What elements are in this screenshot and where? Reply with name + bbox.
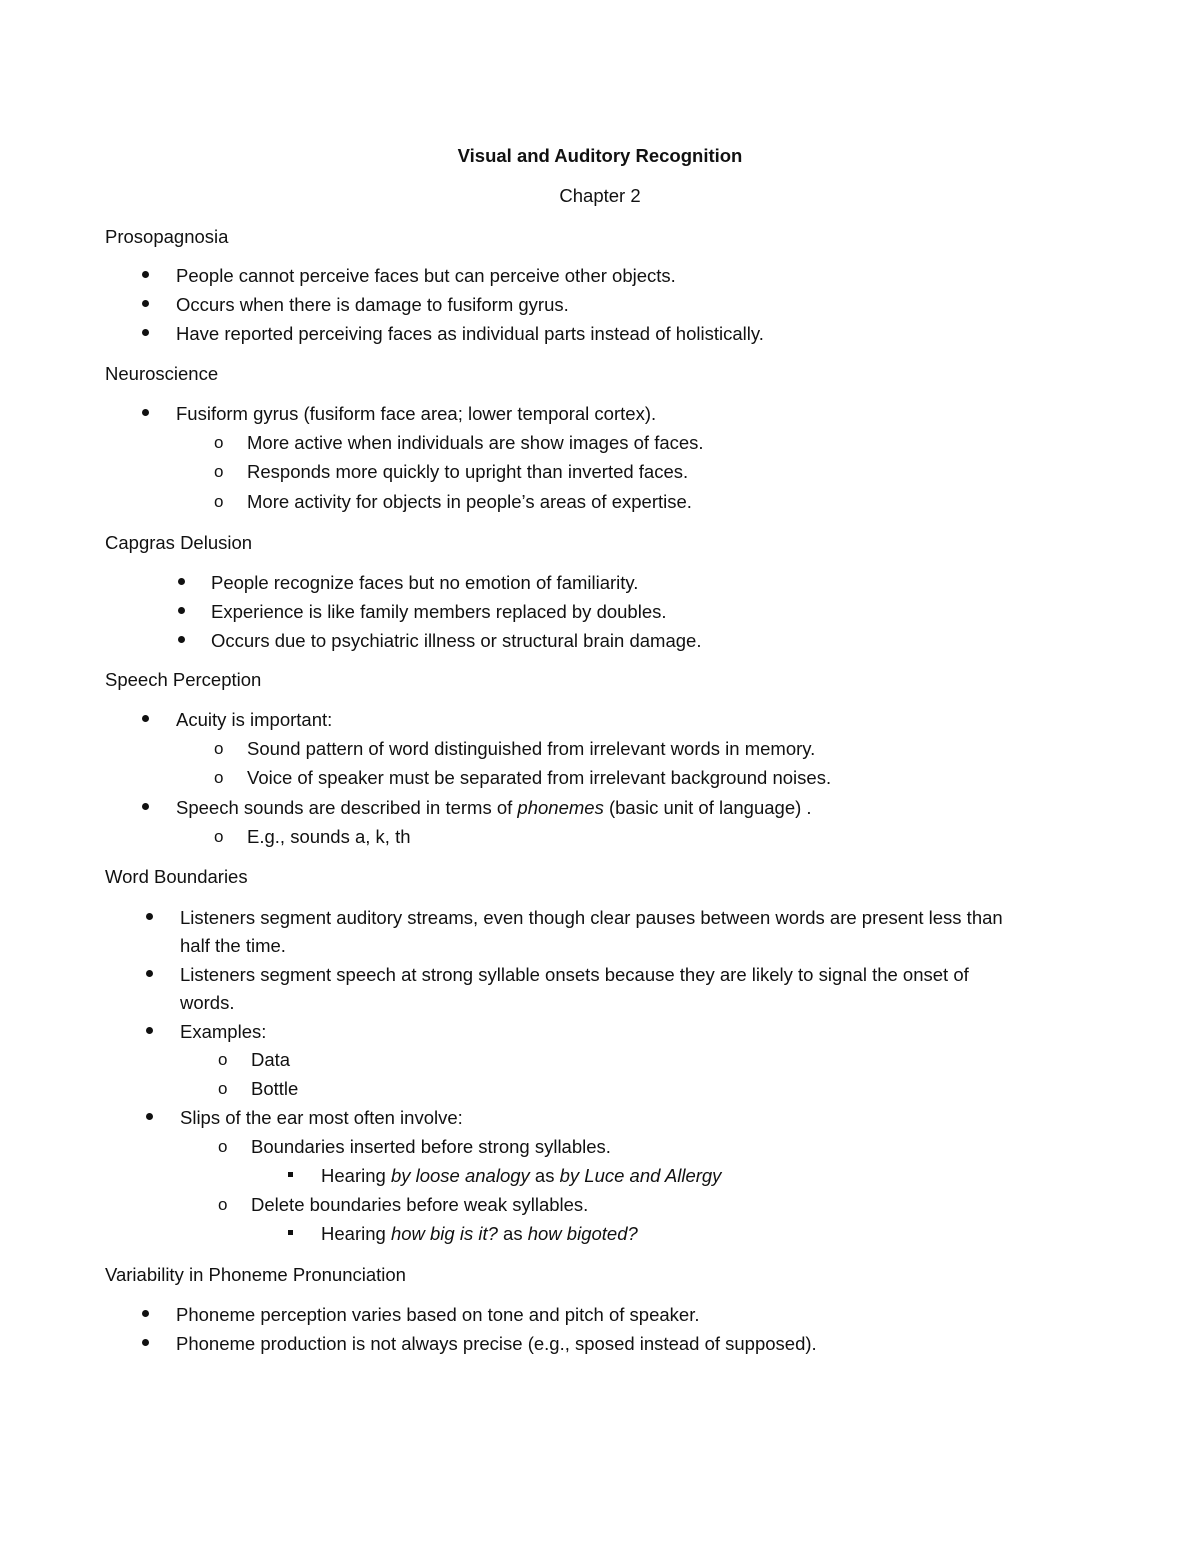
sub-list-item: Bottle xyxy=(251,1078,299,1099)
bullet-icon xyxy=(142,271,149,278)
section-heading: Word Boundaries xyxy=(105,866,248,887)
emphasis-text: by Luce and Allergy xyxy=(559,1165,722,1186)
sub-list-item: Responds more quickly to upright than inverted faces. xyxy=(247,461,689,482)
sub-list-item: Boundaries inserted before strong syllables. xyxy=(251,1136,611,1157)
list-item-continuation: words. xyxy=(180,992,235,1013)
list-item: Slips of the ear most often involve: xyxy=(180,1107,463,1128)
list-item: People recognize faces but no emotion of familiarity. xyxy=(211,572,639,593)
bullet-icon xyxy=(142,300,149,307)
sub-bullet-icon: o xyxy=(218,1079,228,1098)
text-run: as xyxy=(529,1165,560,1186)
sub-bullet-icon: o xyxy=(214,768,224,787)
sub-bullet-icon: o xyxy=(218,1137,228,1156)
square-bullet-icon xyxy=(288,1172,293,1177)
sub-list-item: E.g., sounds a, k, th xyxy=(247,826,411,847)
page-title: Visual and Auditory Recognition xyxy=(457,145,743,166)
bullet-icon xyxy=(142,1310,149,1317)
sub-bullet-icon: o xyxy=(214,462,224,481)
bullet-icon xyxy=(142,803,149,810)
text-run: as xyxy=(497,1223,528,1244)
sub-list-item: More active when individuals are show images of faces. xyxy=(247,432,704,453)
section-heading: Variability in Phoneme Pronunciation xyxy=(105,1264,406,1285)
emphasis-text: by loose analogy xyxy=(390,1165,530,1186)
bullet-icon xyxy=(142,1339,149,1346)
list-item: Acuity is important: xyxy=(176,709,333,730)
text-run: Speech sounds are described in terms of xyxy=(176,797,518,818)
list-item: Listeners segment auditory streams, even though clear pauses between words are present less than xyxy=(180,907,1003,928)
sub-bullet-icon: o xyxy=(214,827,224,846)
sub-bullet-icon: o xyxy=(214,433,224,452)
sub-sub-list-item xyxy=(321,1222,638,1246)
list-item: Occurs when there is damage to fusiform gyrus. xyxy=(176,294,569,315)
text-run: Hearing xyxy=(321,1165,391,1186)
section-heading: Capgras Delusion xyxy=(105,532,253,553)
list-item xyxy=(176,796,812,820)
sub-bullet-icon: o xyxy=(218,1050,228,1069)
list-item-continuation: half the time. xyxy=(180,935,286,956)
list-item: People cannot perceive faces but can perceive other objects. xyxy=(176,265,676,286)
bullet-icon xyxy=(142,715,149,722)
bullet-icon xyxy=(146,913,153,920)
emphasis-text: phonemes xyxy=(517,797,604,818)
sub-list-item: Sound pattern of word distinguished from irrelevant words in memory. xyxy=(247,738,816,759)
list-item: Experience is like family members replaced by doubles. xyxy=(211,601,667,622)
text-run: (basic unit of language) . xyxy=(603,797,812,818)
bullet-icon xyxy=(146,1027,153,1034)
list-item: Listeners segment speech at strong syllable onsets because they are likely to signal the onset of xyxy=(180,964,969,985)
list-item: Occurs due to psychiatric illness or structural brain damage. xyxy=(211,630,702,651)
page-subtitle: Chapter 2 xyxy=(559,185,641,206)
list-item: Phoneme perception varies based on tone and pitch of speaker. xyxy=(176,1304,700,1325)
text-run: Hearing xyxy=(321,1223,391,1244)
square-bullet-icon xyxy=(288,1230,293,1235)
sub-bullet-icon: o xyxy=(214,739,224,758)
section-heading: Neuroscience xyxy=(105,363,219,384)
section-heading: Prosopagnosia xyxy=(105,226,229,247)
bullet-icon xyxy=(142,329,149,336)
sub-sub-list-item xyxy=(321,1164,721,1188)
bullet-icon xyxy=(142,409,149,416)
sub-list-item: Delete boundaries before weak syllables. xyxy=(251,1194,589,1215)
list-item: Fusiform gyrus (fusiform face area; lower temporal cortex). xyxy=(176,403,657,424)
list-item: Examples: xyxy=(180,1021,267,1042)
bullet-icon xyxy=(178,636,185,643)
emphasis-text: how bigoted? xyxy=(527,1223,638,1244)
sub-bullet-icon: o xyxy=(218,1195,228,1214)
list-item: Phoneme production is not always precise (e.g., sposed instead of supposed). xyxy=(176,1333,817,1354)
sub-list-item: More activity for objects in people’s areas of expertise. xyxy=(247,491,692,512)
list-item: Have reported perceiving faces as individual parts instead of holistically. xyxy=(176,323,764,344)
section-heading: Speech Perception xyxy=(105,669,262,690)
sub-list-item: Data xyxy=(251,1049,291,1070)
sub-list-item: Voice of speaker must be separated from irrelevant background noises. xyxy=(247,767,832,788)
bullet-icon xyxy=(146,970,153,977)
bullet-icon xyxy=(178,578,185,585)
bullet-icon xyxy=(146,1113,153,1120)
sub-bullet-icon: o xyxy=(214,492,224,511)
emphasis-text: how big is it? xyxy=(390,1223,498,1244)
bullet-icon xyxy=(178,607,185,614)
